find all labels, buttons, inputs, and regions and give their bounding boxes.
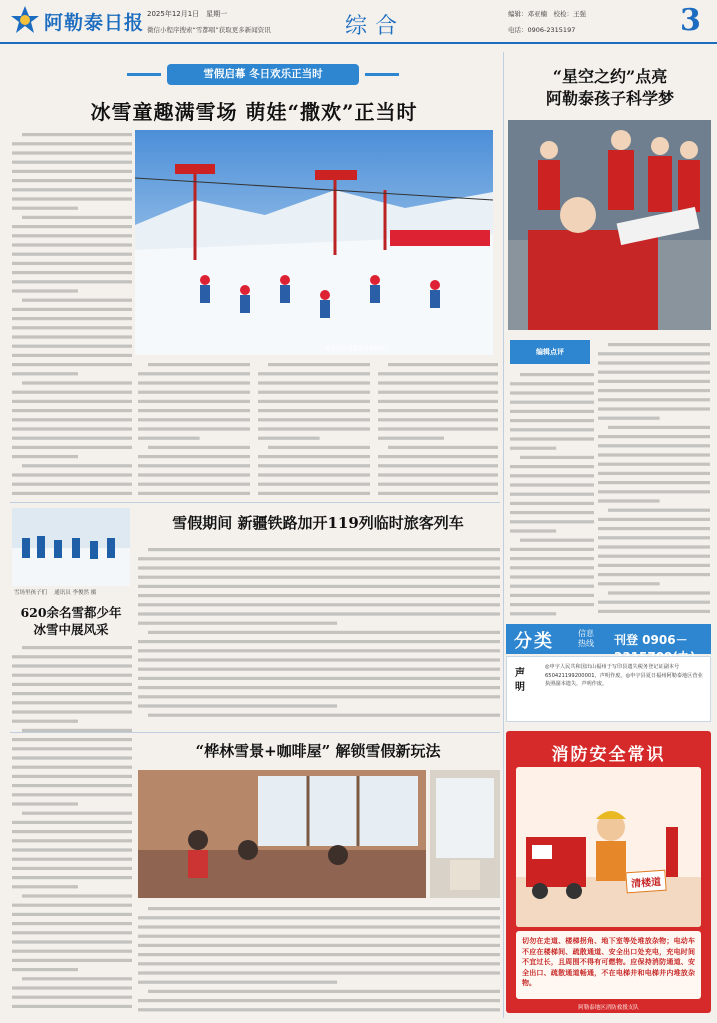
- text-line: [12, 391, 132, 394]
- text-line: [12, 959, 132, 962]
- classified-sub: 信息 热线: [578, 629, 594, 648]
- text-block: [138, 360, 250, 500]
- text-line: [510, 520, 594, 523]
- text-line: [378, 391, 498, 394]
- text-block: [258, 360, 370, 500]
- text-line: [510, 557, 594, 560]
- text-block: [138, 904, 500, 1016]
- text-line: [388, 446, 498, 449]
- text-line: [12, 756, 132, 759]
- text-line: [12, 664, 132, 667]
- text-line: [138, 557, 500, 560]
- text-line: [148, 714, 500, 717]
- star-body: [510, 370, 594, 618]
- text-line: [258, 400, 370, 403]
- text-line: [378, 464, 498, 467]
- text-line: [12, 151, 132, 154]
- text-line: [138, 612, 500, 615]
- text-line: [12, 885, 78, 888]
- text-line: [138, 916, 500, 919]
- text-line: [598, 573, 710, 576]
- text-line: [22, 646, 132, 649]
- text-line: [138, 409, 250, 412]
- text-line: [12, 326, 132, 329]
- text-line: [510, 465, 594, 468]
- kids-photo-caption: 雪场里孩子们 通讯员 李俊然 摄: [14, 590, 97, 596]
- text-line: [378, 400, 498, 403]
- text-line: [12, 354, 132, 357]
- rail-body: [138, 545, 500, 725]
- text-line: [608, 426, 710, 429]
- text-line: [510, 493, 594, 496]
- text-line: [510, 428, 594, 431]
- text-line: [12, 243, 132, 246]
- text-line: [138, 668, 500, 671]
- text-line: [598, 361, 710, 364]
- text-line: [608, 509, 710, 512]
- text-line: [12, 253, 132, 256]
- text-line: [12, 271, 132, 274]
- text-line: [12, 492, 132, 495]
- newspaper-logo-icon: [10, 5, 40, 35]
- text-line: [598, 527, 710, 530]
- text-line: [608, 343, 710, 346]
- cafe-window-photo: [430, 770, 500, 898]
- declaration-box: [506, 656, 711, 722]
- clear-corridor-badge: 清楼道: [625, 870, 666, 894]
- lead-headline: 冰雪童趣满雪场 萌娃“撒欢”正当时: [90, 100, 418, 124]
- text-line: [138, 473, 250, 476]
- text-line: [138, 981, 337, 984]
- text-line: [598, 371, 710, 374]
- text-line: [12, 473, 132, 476]
- text-line: [268, 446, 370, 449]
- text-line: [138, 925, 500, 928]
- text-line: [378, 409, 498, 412]
- text-line: [12, 483, 132, 486]
- text-line: [138, 603, 500, 606]
- text-line: [12, 427, 132, 430]
- text-line: [12, 170, 132, 173]
- text-line: [12, 455, 78, 458]
- photo-caption: 孩子们在滑雪场尽情畅玩。: [325, 346, 392, 352]
- text-line: [608, 591, 710, 594]
- text-line: [138, 566, 500, 569]
- text-line: [22, 299, 132, 302]
- text-line: [258, 437, 320, 440]
- text-line: [22, 894, 132, 897]
- text-line: [12, 400, 132, 403]
- text-line: [22, 977, 132, 980]
- text-line: [12, 793, 132, 796]
- text-line: [12, 701, 132, 704]
- text-line: [12, 683, 132, 686]
- star-body: [598, 340, 710, 618]
- text-line: [12, 986, 132, 989]
- section-title: 综合: [345, 14, 406, 39]
- text-line: [378, 418, 498, 421]
- text-line: [12, 996, 132, 999]
- text-line: [138, 381, 250, 384]
- fire-safety-text: 切勿在走道、楼梯拐角、地下室等处堆放杂物；电动车不应在楼梯间、疏散通道、安全出口处充电，充电时间不宜过长，且周围不得有可燃物。应保持消防通道、安全出口、疏散通道畅通，不在电梯井和电梯井内堆放杂物。: [516, 931, 701, 999]
- classified-phone: 刊登 0906－: [614, 633, 688, 647]
- text-line: [148, 363, 250, 366]
- wechat-promo: 微信小程序搜索“雪都唱”获取更多新闻资讯: [147, 26, 271, 34]
- text-line: [258, 473, 370, 476]
- text-line: [598, 444, 710, 447]
- text-line: [138, 944, 500, 947]
- cafe-headline: “桦林雪景+咖啡屋” 解锁雪假新玩法: [195, 742, 441, 760]
- text-line: [510, 447, 556, 450]
- text-line: [22, 729, 132, 732]
- text-line: [388, 363, 498, 366]
- text-line: [12, 335, 132, 338]
- text-line: [510, 437, 594, 440]
- text-line: [138, 1008, 500, 1011]
- text-line: [598, 453, 710, 456]
- text-line: [510, 502, 594, 505]
- text-line: [598, 380, 710, 383]
- text-line: [12, 913, 132, 916]
- text-line: [138, 658, 500, 661]
- text-line: [138, 594, 500, 597]
- text-line: [510, 548, 594, 551]
- kids-body: [12, 643, 132, 1013]
- text-line: [148, 907, 500, 910]
- masthead: [0, 0, 717, 44]
- text-line: [12, 747, 132, 750]
- text-line: [12, 848, 132, 851]
- text-line: [12, 655, 132, 658]
- text-block: [510, 370, 594, 618]
- text-line: [258, 464, 370, 467]
- classified-title: 分类: [514, 631, 554, 652]
- text-line: [12, 345, 132, 348]
- text-line: [138, 418, 250, 421]
- text-line: [12, 188, 132, 191]
- text-line: [12, 876, 132, 879]
- text-line: [138, 437, 200, 440]
- text-line: [378, 473, 498, 476]
- text-line: [510, 410, 594, 413]
- text-line: [258, 483, 370, 486]
- firefighter-icon: [516, 767, 701, 927]
- text-line: [378, 455, 498, 458]
- text-line: [12, 308, 132, 311]
- text-line: [378, 437, 444, 440]
- text-line: [510, 401, 594, 404]
- text-line: [138, 455, 250, 458]
- text-line: [598, 545, 710, 548]
- text-line: [378, 427, 498, 430]
- issue-date: 2025年12月1日 星期一: [147, 10, 228, 18]
- text-line: [12, 839, 132, 842]
- text-line: [598, 389, 710, 392]
- text-line: [12, 280, 132, 283]
- text-line: [598, 398, 710, 401]
- text-line: [12, 1005, 132, 1008]
- text-line: [378, 381, 498, 384]
- text-line: [138, 935, 500, 938]
- kids-snow-photo: [12, 508, 130, 586]
- text-line: [258, 427, 370, 430]
- text-line: [598, 499, 660, 502]
- text-line: [598, 417, 660, 420]
- text-line: [12, 372, 78, 375]
- editor-credit: 编辑：邓亚楠 校检：王强: [508, 10, 586, 18]
- text-line: [258, 381, 370, 384]
- editor-phone: 电话：0906-2315197: [508, 26, 576, 34]
- text-line: [22, 464, 132, 467]
- text-line: [12, 968, 78, 971]
- kids-headline: 620余名雪都少年 冰雪中展风采: [20, 605, 122, 637]
- fire-safety-panel: [506, 731, 711, 1013]
- text-line: [598, 610, 710, 613]
- text-line: [138, 962, 500, 965]
- text-line: [12, 858, 132, 861]
- text-line: [12, 802, 78, 805]
- text-line: [598, 490, 710, 493]
- classified-ad-strip: [506, 624, 711, 654]
- text-line: [12, 775, 132, 778]
- text-line: [598, 481, 710, 484]
- section-divider: [10, 502, 500, 503]
- text-line: [138, 483, 250, 486]
- text-line: [12, 207, 78, 210]
- text-line: [510, 529, 556, 532]
- text-line: [138, 686, 500, 689]
- telescope-photo: [508, 120, 711, 330]
- text-line: [12, 692, 132, 695]
- text-line: [148, 548, 500, 551]
- text-line: [598, 435, 710, 438]
- text-line: [510, 474, 594, 477]
- star-headline: “星空之约”点亮 阿勒泰孩子科学梦: [545, 67, 674, 108]
- lead-body-column: [258, 360, 370, 500]
- text-line: [138, 649, 500, 652]
- text-line: [268, 363, 370, 366]
- text-line: [598, 564, 710, 567]
- lead-body-column: [138, 360, 250, 500]
- text-line: [598, 518, 710, 521]
- text-line: [510, 594, 594, 597]
- text-line: [12, 940, 132, 943]
- rail-headline: 雪假期间 新疆铁路加开119列临时旅客列车: [172, 514, 464, 532]
- text-line: [138, 576, 500, 579]
- text-line: [12, 418, 132, 421]
- text-line: [12, 262, 132, 265]
- text-line: [12, 179, 132, 182]
- text-line: [258, 418, 370, 421]
- text-line: [12, 710, 132, 713]
- text-line: [12, 950, 132, 953]
- text-block: [138, 545, 500, 725]
- text-line: [22, 216, 132, 219]
- text-line: [138, 427, 250, 430]
- text-line: [12, 766, 132, 769]
- text-line: [510, 585, 594, 588]
- text-line: [22, 812, 132, 815]
- cafe-body: [138, 904, 500, 1016]
- declaration-text: ◎申字人民共和国出山福州于写印县遗失税务登记证副本号650421199200001，声明作废。◎申宇县夏日福州阿勒泰地区营业执照副本遗失，声明作废。: [545, 664, 703, 687]
- text-line: [138, 704, 337, 707]
- text-line: [12, 821, 132, 824]
- text-line: [12, 363, 132, 366]
- lead-body-column: [378, 360, 498, 500]
- text-line: [138, 391, 250, 394]
- text-block: [378, 360, 498, 500]
- text-line: [510, 483, 594, 486]
- editor-comment-box: 编辑点评: [510, 340, 590, 364]
- text-line: [138, 640, 500, 643]
- text-line: [598, 352, 710, 355]
- text-line: [510, 566, 594, 569]
- text-line: [510, 382, 594, 385]
- text-line: [138, 971, 500, 974]
- text-line: [510, 603, 594, 606]
- text-line: [510, 575, 594, 578]
- text-line: [598, 582, 660, 585]
- text-line: [138, 953, 500, 956]
- text-line: [12, 234, 132, 237]
- text-line: [138, 372, 250, 375]
- text-line: [510, 419, 594, 422]
- text-line: [148, 631, 500, 634]
- text-line: [520, 456, 594, 459]
- text-line: [258, 455, 370, 458]
- text-line: [378, 372, 498, 375]
- text-line: [138, 695, 500, 698]
- text-line: [12, 922, 132, 925]
- text-line: [148, 446, 250, 449]
- text-line: [12, 867, 132, 870]
- lead-banner: 雪假启幕 冬日欢乐正当时: [167, 64, 359, 85]
- text-line: [510, 612, 556, 615]
- lead-body-column: [12, 130, 132, 500]
- cafe-photo: [138, 770, 426, 898]
- paper-name: 阿勒泰日报: [44, 12, 145, 34]
- text-line: [598, 463, 710, 466]
- text-line: [12, 446, 132, 449]
- text-line: [378, 483, 498, 486]
- text-line: [138, 622, 337, 625]
- text-line: [22, 381, 132, 384]
- text-line: [520, 539, 594, 542]
- text-line: [138, 400, 250, 403]
- text-line: [12, 161, 132, 164]
- text-line: [258, 492, 370, 495]
- text-line: [258, 409, 370, 412]
- text-line: [598, 536, 710, 539]
- text-line: [12, 674, 132, 677]
- text-line: [12, 289, 78, 292]
- text-block: [12, 643, 132, 1013]
- text-line: [12, 197, 132, 200]
- text-line: [12, 784, 132, 787]
- text-line: [22, 133, 132, 136]
- text-line: [12, 830, 132, 833]
- fire-safety-illustration: [516, 767, 701, 927]
- text-line: [510, 391, 594, 394]
- text-line: [378, 492, 498, 495]
- text-line: [138, 999, 500, 1002]
- text-block: [598, 340, 710, 618]
- text-line: [12, 142, 132, 145]
- text-block: [12, 130, 132, 500]
- page-number: 3: [680, 3, 701, 38]
- text-line: [138, 464, 250, 467]
- text-line: [12, 437, 132, 440]
- text-line: [148, 990, 500, 993]
- column-divider: [503, 52, 504, 1018]
- ski-slope-photo: [135, 130, 493, 355]
- text-line: [12, 931, 132, 934]
- text-line: [12, 738, 132, 741]
- text-line: [12, 409, 132, 412]
- text-line: [598, 601, 710, 604]
- text-line: [258, 372, 370, 375]
- text-line: [138, 492, 250, 495]
- text-line: [520, 373, 594, 376]
- fire-safety-title: 消防安全常识: [551, 745, 666, 765]
- text-line: [12, 317, 132, 320]
- text-line: [12, 904, 132, 907]
- text-line: [138, 677, 500, 680]
- declaration-label: 声明: [515, 668, 525, 693]
- text-line: [12, 720, 78, 723]
- text-line: [598, 472, 710, 475]
- text-line: [510, 511, 594, 514]
- text-line: [12, 225, 132, 228]
- text-line: [138, 585, 500, 588]
- text-line: [258, 391, 370, 394]
- fire-safety-footer: 阿勒泰地区消防救援支队: [578, 1005, 639, 1011]
- text-line: [598, 407, 710, 410]
- text-line: [598, 555, 710, 558]
